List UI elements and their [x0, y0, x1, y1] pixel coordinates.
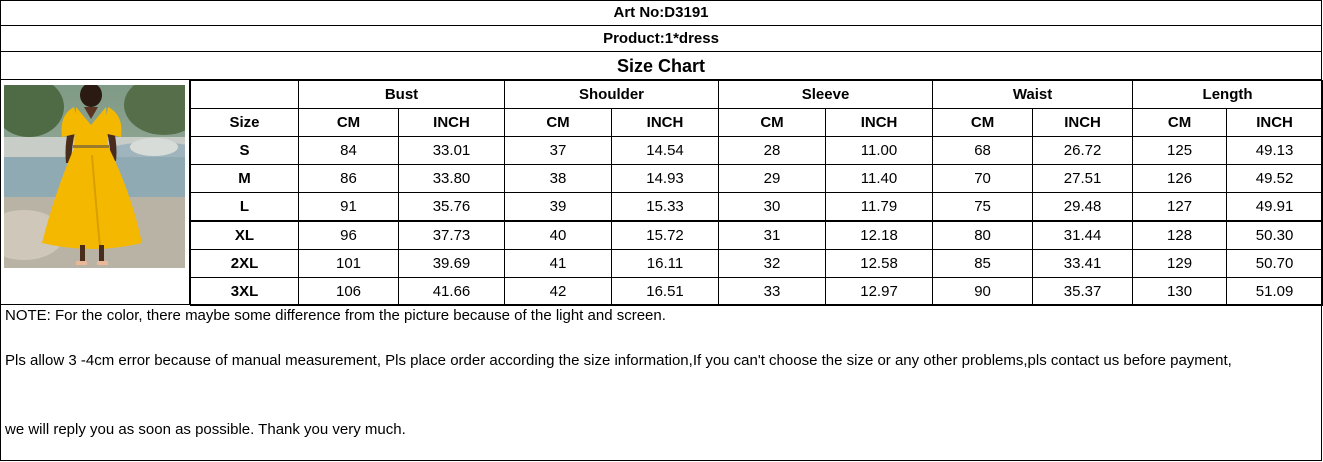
- measurement-cell: 27.51: [1033, 165, 1133, 193]
- measurement-cell: 29.48: [1033, 193, 1133, 222]
- measurement-cell: 91: [299, 193, 399, 222]
- measurement-cell: 49.91: [1227, 193, 1323, 222]
- unit-inch: INCH: [1033, 109, 1133, 137]
- unit-cm: CM: [719, 109, 826, 137]
- measurement-cell: 16.11: [612, 250, 719, 278]
- measurement-cell: 16.51: [612, 278, 719, 306]
- measurement-cell: 33.41: [1033, 250, 1133, 278]
- measurement-cell: 29: [719, 165, 826, 193]
- unit-inch: INCH: [1227, 109, 1323, 137]
- size-header: Size: [191, 109, 299, 137]
- unit-cm: CM: [299, 109, 399, 137]
- size-cell: 2XL: [191, 250, 299, 278]
- measurement-cell: 11.40: [826, 165, 933, 193]
- measurement-cell: 11.79: [826, 193, 933, 222]
- measurement-cell: 49.13: [1227, 137, 1323, 165]
- measurement-cell: 50.70: [1227, 250, 1323, 278]
- measurement-cell: 40: [505, 221, 612, 250]
- note-color: NOTE: For the color, there maybe some difference from the picture because of the light and screen.: [5, 307, 666, 324]
- blank-header-cell: [191, 81, 299, 109]
- measurement-cell: 14.93: [612, 165, 719, 193]
- yellow-dress-model-photo: [4, 85, 185, 268]
- unit-header-row: [191, 109, 1323, 137]
- measurement-cell: 75: [933, 193, 1033, 222]
- note-measurement: Pls allow 3 -4cm error because of manual measurement, Pls place order according the size information,If you can't choose the size or any other problems,pls contact us before payment,: [5, 352, 1232, 369]
- measurement-cell: 129: [1133, 250, 1227, 278]
- table-row: [191, 278, 1323, 306]
- measurement-cell: 125: [1133, 137, 1227, 165]
- measurement-cell: 28: [719, 137, 826, 165]
- unit-inch: INCH: [826, 109, 933, 137]
- measurement-cell: 32: [719, 250, 826, 278]
- table-row: [191, 221, 1323, 250]
- product-line: Product:1*dress: [0, 26, 1322, 52]
- unit-inch: INCH: [399, 109, 505, 137]
- measurement-cell: 12.18: [826, 221, 933, 250]
- unit-cm: CM: [933, 109, 1033, 137]
- measurement-cell: 68: [933, 137, 1033, 165]
- size-table: [190, 80, 1323, 306]
- table-row: [191, 137, 1323, 165]
- measurement-cell: 86: [299, 165, 399, 193]
- chart-title: Size Chart: [0, 52, 1322, 80]
- size-cell: 3XL: [191, 278, 299, 306]
- measurement-cell: 37: [505, 137, 612, 165]
- measurement-cell: 39.69: [399, 250, 505, 278]
- unit-inch: INCH: [612, 109, 719, 137]
- unit-cm: CM: [505, 109, 612, 137]
- measurement-cell: 35.76: [399, 193, 505, 222]
- measurement-cell: 106: [299, 278, 399, 306]
- measurement-cell: 11.00: [826, 137, 933, 165]
- group-waist: Waist: [933, 81, 1133, 109]
- art-number: Art No:D3191: [0, 0, 1322, 26]
- measurement-cell: 96: [299, 221, 399, 250]
- photo-cell: [0, 80, 190, 304]
- measurement-cell: 85: [933, 250, 1033, 278]
- measurement-cell: 101: [299, 250, 399, 278]
- size-cell: XL: [191, 221, 299, 250]
- measurement-cell: 126: [1133, 165, 1227, 193]
- measurement-cell: 42: [505, 278, 612, 306]
- measurement-cell: 30: [719, 193, 826, 222]
- table-row: [191, 250, 1323, 278]
- group-shoulder: Shoulder: [505, 81, 719, 109]
- measurement-cell: 41.66: [399, 278, 505, 306]
- measurement-cell: 33.01: [399, 137, 505, 165]
- measurement-cell: 15.33: [612, 193, 719, 222]
- measurement-cell: 84: [299, 137, 399, 165]
- measurement-cell: 90: [933, 278, 1033, 306]
- measurement-cell: 14.54: [612, 137, 719, 165]
- measurement-cell: 31.44: [1033, 221, 1133, 250]
- measurement-cell: 70: [933, 165, 1033, 193]
- unit-cm: CM: [1133, 109, 1227, 137]
- table-row: [191, 193, 1323, 222]
- measurement-cell: 12.58: [826, 250, 933, 278]
- measurement-cell: 31: [719, 221, 826, 250]
- measurement-cell: 33: [719, 278, 826, 306]
- measurement-cell: 39: [505, 193, 612, 222]
- measurement-cell: 51.09: [1227, 278, 1323, 306]
- measurement-cell: 15.72: [612, 221, 719, 250]
- measurement-cell: 38: [505, 165, 612, 193]
- size-cell: L: [191, 193, 299, 222]
- measurement-cell: 80: [933, 221, 1033, 250]
- size-cell: M: [191, 165, 299, 193]
- measurement-cell: 41: [505, 250, 612, 278]
- group-header-row: [191, 81, 1323, 109]
- table-row: [191, 165, 1323, 193]
- measurement-cell: 37.73: [399, 221, 505, 250]
- size-cell: S: [191, 137, 299, 165]
- measurement-cell: 12.97: [826, 278, 933, 306]
- measurement-cell: 130: [1133, 278, 1227, 306]
- measurement-cell: 35.37: [1033, 278, 1133, 306]
- notes-section: [0, 304, 1322, 461]
- measurement-cell: 127: [1133, 193, 1227, 222]
- group-bust: Bust: [299, 81, 505, 109]
- note-reply: we will reply you as soon as possible. Thank you very much.: [5, 421, 406, 438]
- measurement-cell: 26.72: [1033, 137, 1133, 165]
- measurement-cell: 128: [1133, 221, 1227, 250]
- group-length: Length: [1133, 81, 1323, 109]
- measurement-cell: 49.52: [1227, 165, 1323, 193]
- group-sleeve: Sleeve: [719, 81, 933, 109]
- measurement-cell: 33.80: [399, 165, 505, 193]
- measurement-cell: 50.30: [1227, 221, 1323, 250]
